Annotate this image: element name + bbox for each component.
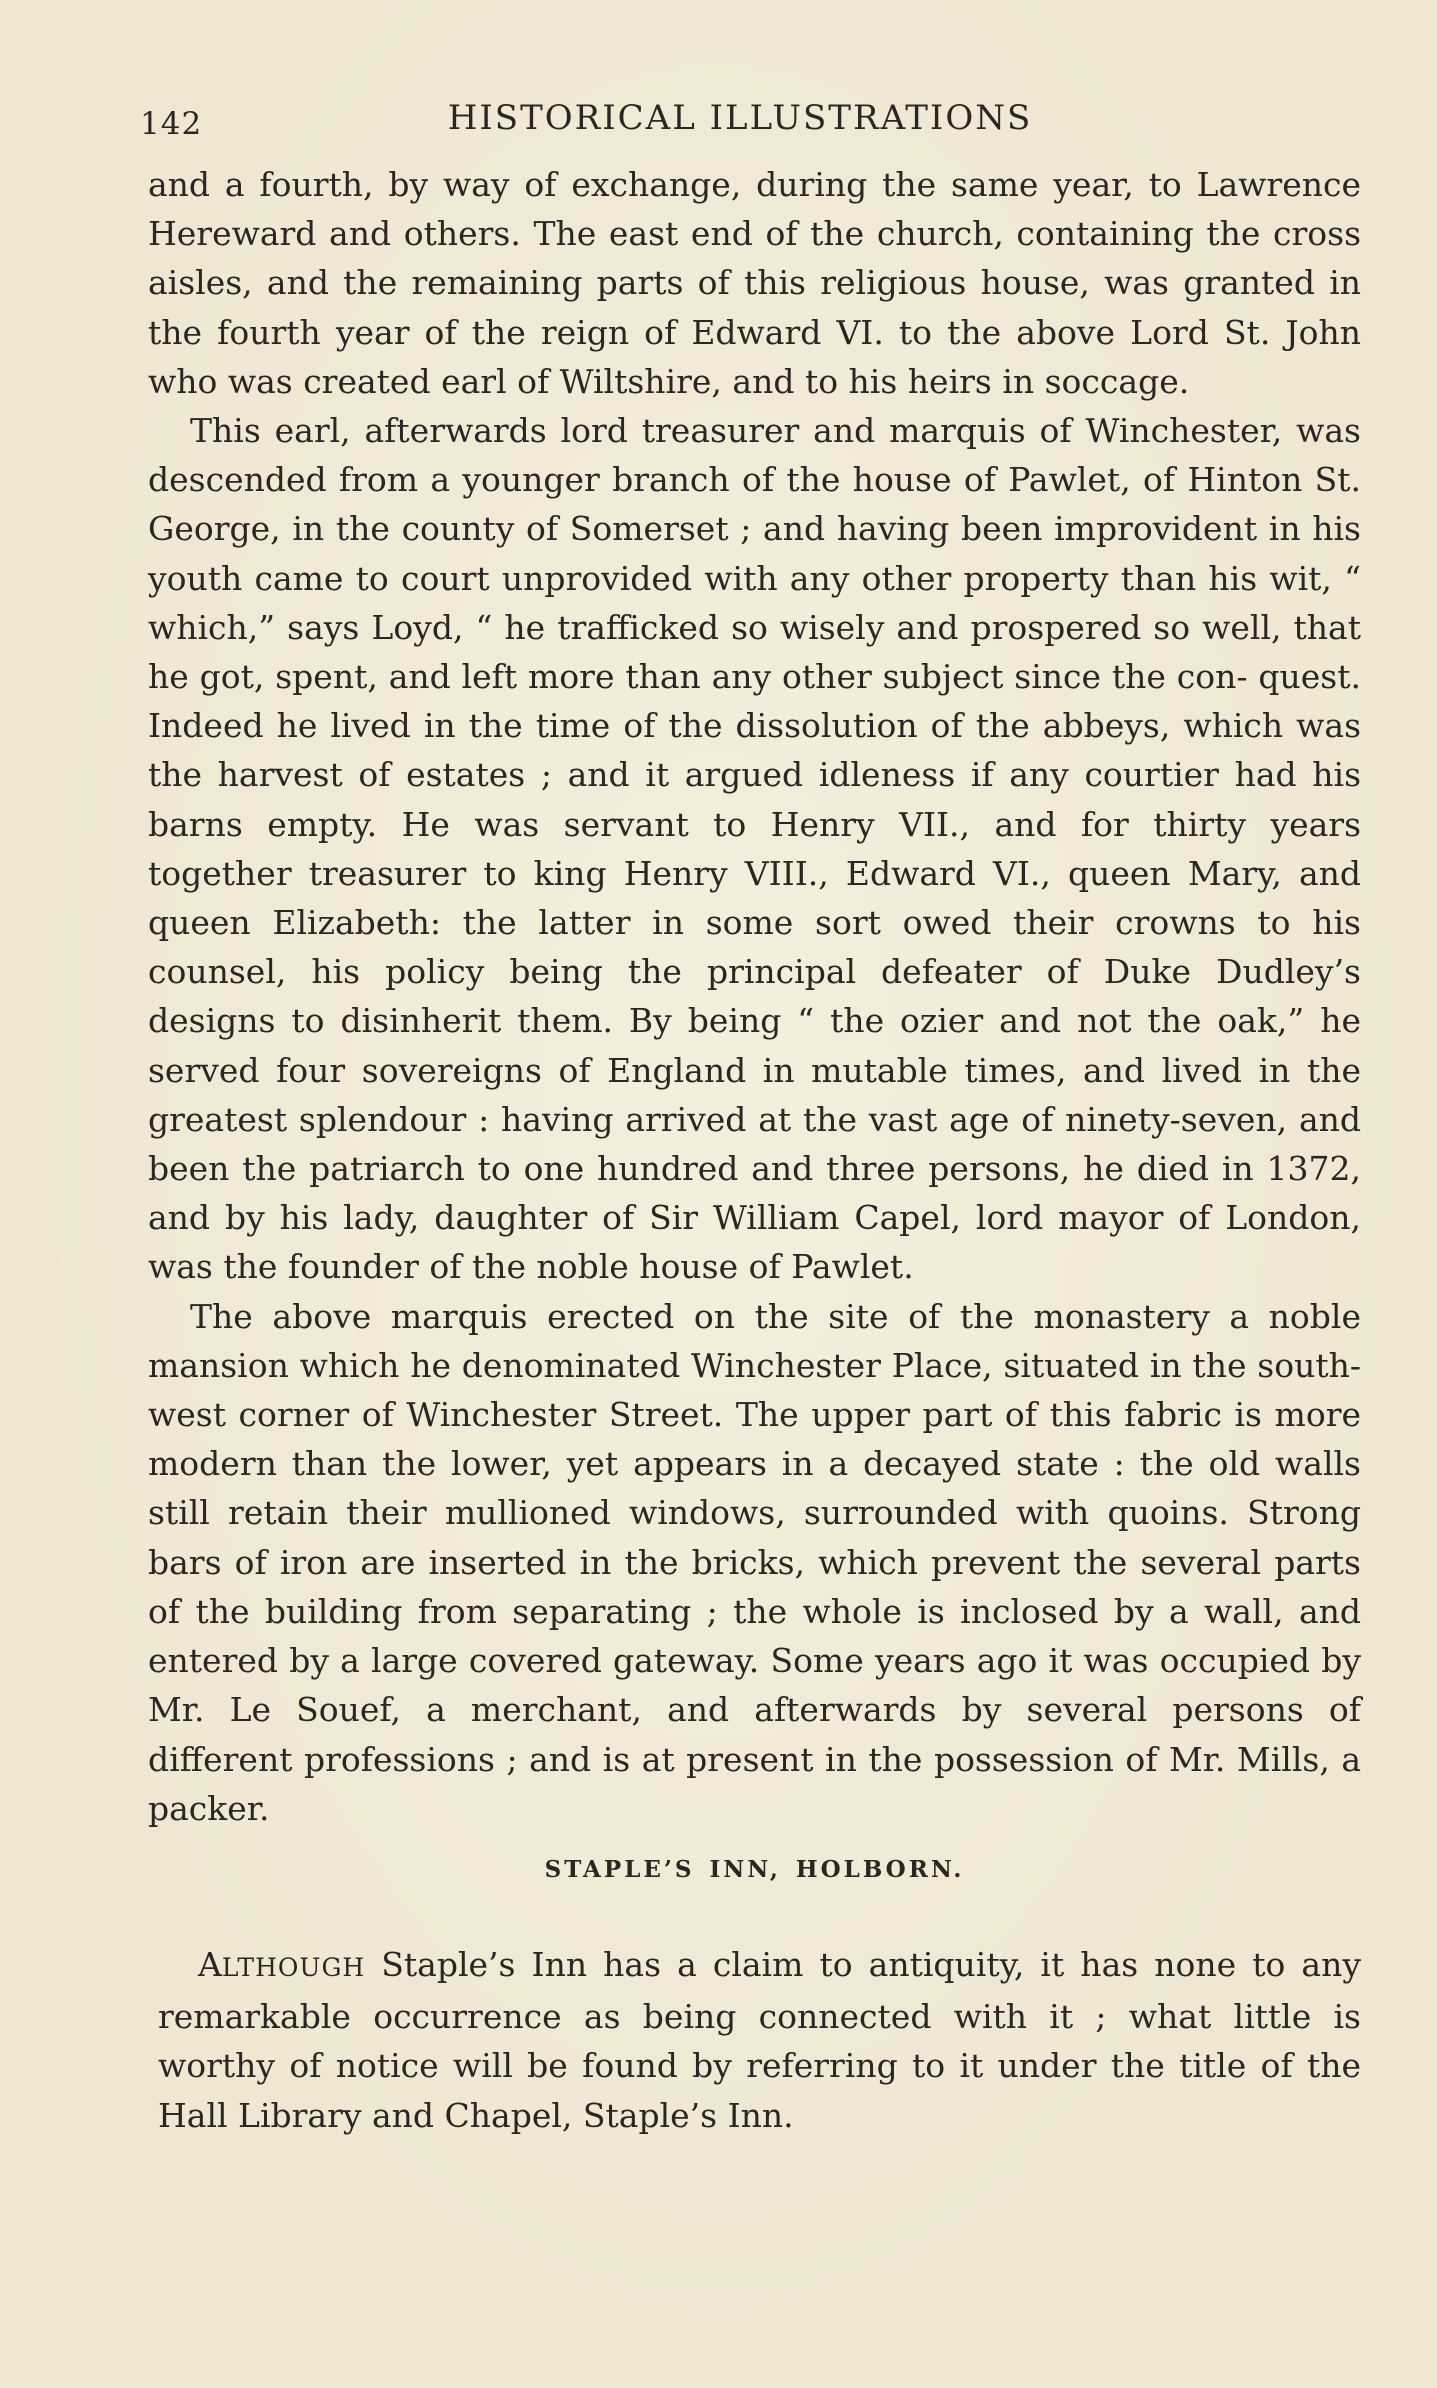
paragraph xyxy=(158,1940,1361,2140)
section-paragraph-text: Staple’s Inn has a claim to antiquity, it has none to any remarkable occurrence as being connected with it ; what little is worthy of notice will be found by referring to it under the title of the Hall Library and Chapel, Staple’s Inn. xyxy=(158,1945,1361,2135)
lead-small-caps: LTHOUGH xyxy=(221,1953,366,1982)
paragraph: and a fourth, by way of exchange, during the same year, to Lawrence Hereward and others. The east end of the church, containing the cross aisles, and the remaining parts of this religious house, was granted in the fourth year of the reign of Edward VI. to the above Lord St. John who was created earl of Wiltshire, and to his heirs in soccage. xyxy=(148,165,1361,401)
paragraph: The above marquis erected on the site of the monastery a noble mansion which he denominated Winchester Place, situated in the south- west corner of Winchester Street. The upper part of this fabric is more modern than the lower, yet appears in a decayed state : the old walls still retain their mullioned windows, surrounded with quoins. Strong bars of iron are inserted in the bricks, which prevent the several parts of the building from separating ; the whole is inclosed by a wall, and entered by a large covered gateway. Some years ago it was occupied by Mr. Le Souef, a merchant, and afterwards by several persons of different professions ; and is at present in the possession of Mr. Mills, a packer. xyxy=(148,1296,1361,1828)
running-head xyxy=(140,98,1340,148)
main-text xyxy=(148,160,1361,1833)
lead-capital: A xyxy=(198,1945,222,1984)
section-text xyxy=(158,1940,1361,2140)
paragraph: This earl, afterwards lord treasurer and marquis of Winchester, was descended from a younger branch of the house of Pawlet, of Hinton St. George, in the county of Somerset ; and having been improvident in his youth came to court unprovided with any other property than his wit, “ which,” says Loyd, “ he trafficked so wisely and prospered so well, that he got, spent, and left more than any other subject since the con- quest. Indeed he lived in the time of the dissolution of the abbeys, which was the harvest of estates ; and it argued idleness if any courtier had his barns empty. He was servant to Henry VII., and for thirty years together treasurer to king Henry VIII., Edward VI., queen Mary, and queen Elizabeth: the latter in some sort owed their crowns to his counsel, his policy being the principal defeater of Duke Dudley’s designs to disinherit them. By being “ the ozier and not the oak,” he served four sovereigns of England in mutable times, and lived in the greatest splendour : having arrived at the vast age of ninety-seven, and been the patriarch to one hundred and three persons, he died in 1372, and by his lady, daughter of Sir William Capel, lord mayor of London, was the founder of the noble house of Pawlet. xyxy=(148,411,1361,1287)
running-title: HISTORICAL ILLUSTRATIONS xyxy=(447,98,1033,138)
section-heading: STAPLE’S INN, HOLBORN. xyxy=(544,1856,965,1883)
page-number: 142 xyxy=(140,106,203,142)
